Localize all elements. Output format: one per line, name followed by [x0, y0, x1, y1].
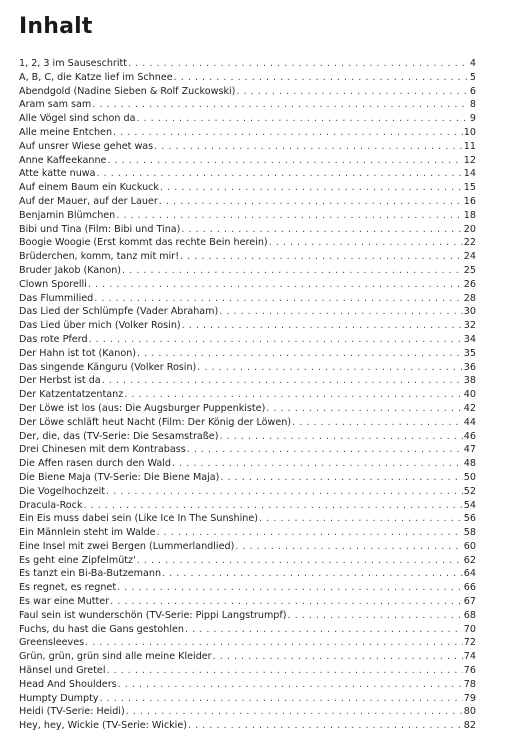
toc-entry[interactable] [19, 664, 476, 678]
toc-entry-page: 58 [463, 527, 476, 539]
toc-entry-page: 10 [463, 126, 476, 138]
toc-entry[interactable] [19, 595, 476, 609]
toc-entry[interactable] [19, 319, 476, 333]
toc-entry-title: Die Biene Maja (TV-Serie: Die Biene Maja) [19, 471, 220, 483]
toc-entry-page: 44 [463, 416, 476, 428]
toc-entry-title: Faul sein ist wunderschön (TV-Serie: Pippi Langstrumpf) [19, 609, 287, 621]
toc-entry[interactable] [19, 416, 476, 430]
toc-entry-title: Bibi und Tina (Film: Bibi und Tina) [19, 223, 181, 235]
dot-leader [292, 416, 463, 430]
toc-entry-page: 79 [463, 692, 476, 704]
dot-leader [219, 305, 463, 319]
dot-leader [85, 636, 463, 650]
toc-entry-title: Der Löwe schläft heut Nacht (Film: Der König der Löwen) [19, 416, 292, 428]
dot-leader [259, 512, 463, 526]
toc-entry[interactable] [19, 236, 476, 250]
toc-entry[interactable] [19, 554, 476, 568]
toc-entry[interactable] [19, 85, 476, 99]
toc-entry-page: 22 [463, 237, 476, 249]
toc-entry-page: 5 [469, 71, 476, 83]
dot-leader [117, 581, 463, 595]
toc-entry[interactable] [19, 71, 476, 85]
toc-entry[interactable] [19, 719, 476, 733]
toc-entry[interactable] [19, 292, 476, 306]
dot-leader [154, 140, 463, 154]
dot-leader [185, 623, 463, 637]
toc-entry[interactable] [19, 705, 476, 719]
toc-entry-title: Alle Vögel sind schon da [19, 113, 136, 125]
toc-entry[interactable] [19, 540, 476, 554]
dot-leader [89, 333, 463, 347]
toc-entry-page: 46 [463, 430, 476, 442]
toc-entry-page: 8 [469, 99, 476, 111]
toc-entry-page: 80 [463, 706, 476, 718]
toc-entry-title: Der Katzentatzentanz [19, 389, 124, 401]
toc-entry-page: 66 [463, 582, 476, 594]
toc-entry[interactable] [19, 305, 476, 319]
toc-entry-title: Es geht eine Zipfelmütz' [19, 554, 136, 566]
dot-leader [288, 609, 463, 623]
dot-leader [157, 526, 463, 540]
dot-leader [197, 361, 462, 375]
toc-entry[interactable] [19, 499, 476, 513]
toc-entry-title: Anne Kaffeekanne [19, 154, 107, 166]
toc-entry-title: Abendgold (Nadine Sieben & Rolf Zuckowski) [19, 85, 236, 97]
dot-leader [84, 499, 463, 513]
toc-entry-title: Fuchs, du hast die Gans gestohlen [19, 623, 185, 635]
toc-entry-page: 30 [463, 306, 476, 318]
toc-entry-title: Auf einem Baum ein Kuckuck [19, 182, 159, 194]
toc-entry[interactable] [19, 457, 476, 471]
toc-entry-page: 35 [463, 347, 476, 359]
dot-leader [122, 264, 463, 278]
toc-entry-page: 14 [463, 168, 476, 180]
dot-leader [162, 567, 463, 581]
toc-entry[interactable] [19, 636, 476, 650]
toc-entry-page: 20 [463, 223, 476, 235]
dot-leader [180, 250, 463, 264]
toc-entry-page: 68 [463, 609, 476, 621]
toc-entry[interactable] [19, 250, 476, 264]
toc-entry[interactable] [19, 333, 476, 347]
dot-leader [92, 98, 469, 112]
toc-entry[interactable] [19, 347, 476, 361]
toc-entry-title: Auf der Mauer, auf der Lauer [19, 195, 158, 207]
toc-entry-page: 64 [463, 568, 476, 580]
dot-leader [182, 319, 463, 333]
toc-entry[interactable] [19, 154, 476, 168]
toc-entry[interactable] [19, 388, 476, 402]
toc-entry-page: 48 [463, 458, 476, 470]
toc-entry-page: 42 [463, 402, 476, 414]
toc-entry-title: Der Löwe ist los (aus: Die Augsburger Puppenkiste) [19, 402, 266, 414]
dot-leader [219, 430, 462, 444]
toc-entry-title: Ein Eis muss dabei sein (Like Ice In The Sunshine) [19, 513, 259, 525]
toc-entry[interactable] [19, 374, 476, 388]
toc-entry-title: Aram sam sam [19, 99, 92, 111]
toc-entry[interactable] [19, 678, 476, 692]
toc-entry-page: 47 [463, 444, 476, 456]
toc-entry-title: Es regnet, es regnet [19, 582, 117, 594]
toc-entry-title: Grün, grün, grün sind alle meine Kleider [19, 651, 212, 663]
dot-leader [94, 292, 463, 306]
toc-entry-page: 54 [463, 499, 476, 511]
dot-leader [174, 71, 469, 85]
toc-entry-title: Es tanzt ein Bi-Ba-Butzemann [19, 568, 162, 580]
toc-entry-title: Der Herbst ist da [19, 375, 101, 387]
toc-entry-title: Das Lied der Schlümpfe (Vader Abraham) [19, 306, 219, 318]
dot-leader [107, 664, 463, 678]
toc-entry-title: Die Vogelhochzeit [19, 485, 106, 497]
toc-entry-title: Bruder Jakob (Kanon) [19, 264, 122, 276]
page-title: Inhalt [19, 14, 93, 39]
dot-leader [269, 236, 463, 250]
dot-leader [213, 650, 463, 664]
toc-entry-page: 26 [463, 278, 476, 290]
toc-entry-page: 50 [463, 471, 476, 483]
toc-entry[interactable] [19, 609, 476, 623]
toc-entry[interactable] [19, 443, 476, 457]
toc-entry-title: Humpty Dumpty [19, 692, 99, 704]
toc-entry-page: 28 [463, 292, 476, 304]
toc-entry-title: Hey, hey, Wickie (TV-Serie: Wickie) [19, 720, 187, 732]
toc-entry-page: 76 [463, 665, 476, 677]
toc-entry-page: 38 [463, 375, 476, 387]
toc-entry-page: 40 [463, 389, 476, 401]
dot-leader [136, 112, 468, 126]
dot-leader [100, 692, 463, 706]
toc-entry[interactable] [19, 140, 476, 154]
toc-entry-title: Das singende Känguru (Volker Rosin) [19, 361, 197, 373]
toc-entry-title: A, B, C, die Katze lief im Schnee [19, 71, 173, 83]
dot-leader [160, 181, 463, 195]
dot-leader [124, 388, 463, 402]
toc-entry-page: 82 [463, 720, 476, 732]
toc-entry[interactable] [19, 278, 476, 292]
toc-entry[interactable] [19, 361, 476, 375]
toc-entry[interactable] [19, 126, 476, 140]
toc-entry-title: Hänsel und Gretel [19, 665, 106, 677]
toc-entry-title: Clown Sporelli [19, 278, 87, 290]
toc-entry-page: 74 [463, 651, 476, 663]
toc-entry-page: 36 [463, 361, 476, 373]
toc-entry-title: Der Hahn ist tot (Kanon) [19, 347, 137, 359]
dot-leader [128, 57, 469, 71]
dot-leader [235, 540, 462, 554]
toc-entry[interactable] [19, 112, 476, 126]
toc-entry-page: 18 [463, 209, 476, 221]
dot-leader [236, 85, 468, 99]
toc-entry-title: Boogie Woogie (Erst kommt das rechte Bein herein) [19, 237, 268, 249]
toc-list [19, 57, 476, 733]
toc-entry-page: 78 [463, 678, 476, 690]
toc-entry-page: 32 [463, 320, 476, 332]
toc-entry-title: Heidi (TV-Serie: Heidi) [19, 706, 125, 718]
toc-entry-title: Das rote Pferd [19, 333, 88, 345]
toc-entry-page: 6 [469, 85, 476, 97]
toc-entry-title: Der, die, das (TV-Serie: Die Sesamstraße) [19, 430, 219, 442]
toc-entry[interactable] [19, 485, 476, 499]
toc-entry[interactable] [19, 223, 476, 237]
toc-entry-title: Alle meine Entchen [19, 126, 113, 138]
dot-leader [159, 195, 463, 209]
toc-entry[interactable] [19, 264, 476, 278]
dot-leader [126, 705, 463, 719]
toc-entry-title: Es war eine Mutter [19, 596, 110, 608]
toc-entry-page: 24 [463, 251, 476, 263]
toc-entry-page: 9 [469, 113, 476, 125]
dot-leader [88, 278, 463, 292]
toc-entry[interactable] [19, 692, 476, 706]
toc-entry-title: 1, 2, 3 im Sauseschritt [19, 58, 128, 69]
toc-entry[interactable] [19, 98, 476, 112]
toc-entry[interactable] [19, 430, 476, 444]
toc-entry[interactable] [19, 650, 476, 664]
toc-entry-page: 72 [463, 637, 476, 649]
toc-entry-page: 25 [463, 264, 476, 276]
toc-entry-page: 15 [463, 182, 476, 194]
toc-entry-page: 34 [463, 333, 476, 345]
toc-entry[interactable] [19, 181, 476, 195]
dot-leader [116, 209, 463, 223]
toc-entry-title: Die Affen rasen durch den Wald [19, 458, 172, 470]
toc-entry[interactable] [19, 195, 476, 209]
dot-leader [172, 457, 463, 471]
dot-leader [110, 595, 463, 609]
toc-entry[interactable] [19, 209, 476, 223]
toc-entry[interactable] [19, 167, 476, 181]
toc-entry[interactable] [19, 567, 476, 581]
toc-entry-page: 62 [463, 554, 476, 566]
toc-entry[interactable] [19, 512, 476, 526]
toc-entry-title: Drei Chinesen mit dem Kontrabass [19, 444, 186, 456]
toc-entry[interactable] [19, 402, 476, 416]
dot-leader [181, 223, 462, 237]
toc-entry-page: 16 [463, 195, 476, 207]
toc-entry[interactable] [19, 581, 476, 595]
dot-leader [118, 678, 463, 692]
toc-entry-title: Head And Shoulders [19, 678, 117, 690]
toc-entry[interactable] [19, 623, 476, 637]
toc-entry-page: 52 [463, 485, 476, 497]
toc-entry-title: Das Flummilied [19, 292, 94, 304]
dot-leader [97, 167, 463, 181]
dot-leader [137, 347, 463, 361]
toc-entry-page: 56 [463, 513, 476, 525]
toc-entry-title: Atte katte nuwa [19, 168, 96, 180]
toc-entry-title: Greensleeves [19, 637, 85, 649]
dot-leader [106, 485, 463, 499]
toc-entry-title: Dracula-Rock [19, 499, 83, 511]
toc-entry[interactable] [19, 57, 476, 71]
toc-entry-title: Brüderchen, komm, tanz mit mir! [19, 251, 180, 263]
dot-leader [113, 126, 463, 140]
toc-entry[interactable] [19, 471, 476, 485]
toc-entry-page: 11 [463, 140, 476, 152]
toc-entry-title: Ein Männlein steht im Walde [19, 527, 156, 539]
toc-entry-title: Das Lied über mich (Volker Rosin) [19, 320, 181, 332]
toc-entry-page: 60 [463, 540, 476, 552]
dot-leader [107, 154, 462, 168]
dot-leader [188, 719, 463, 733]
toc-entry-title: Eine Insel mit zwei Bergen (Lummerlandlied) [19, 540, 235, 552]
dot-leader [137, 554, 463, 568]
toc-entry-page: 12 [463, 154, 476, 166]
toc-entry-page: 70 [463, 623, 476, 635]
dot-leader [220, 471, 462, 485]
toc-entry-title: Benjamin Blümchen [19, 209, 116, 221]
dot-leader [266, 402, 462, 416]
toc-entry-page: 67 [463, 596, 476, 608]
toc-entry[interactable] [19, 526, 476, 540]
dot-leader [102, 374, 463, 388]
dot-leader [187, 443, 463, 457]
toc-entry-page: 4 [469, 58, 476, 69]
toc-entry-title: Auf unsrer Wiese gehet was [19, 140, 154, 152]
